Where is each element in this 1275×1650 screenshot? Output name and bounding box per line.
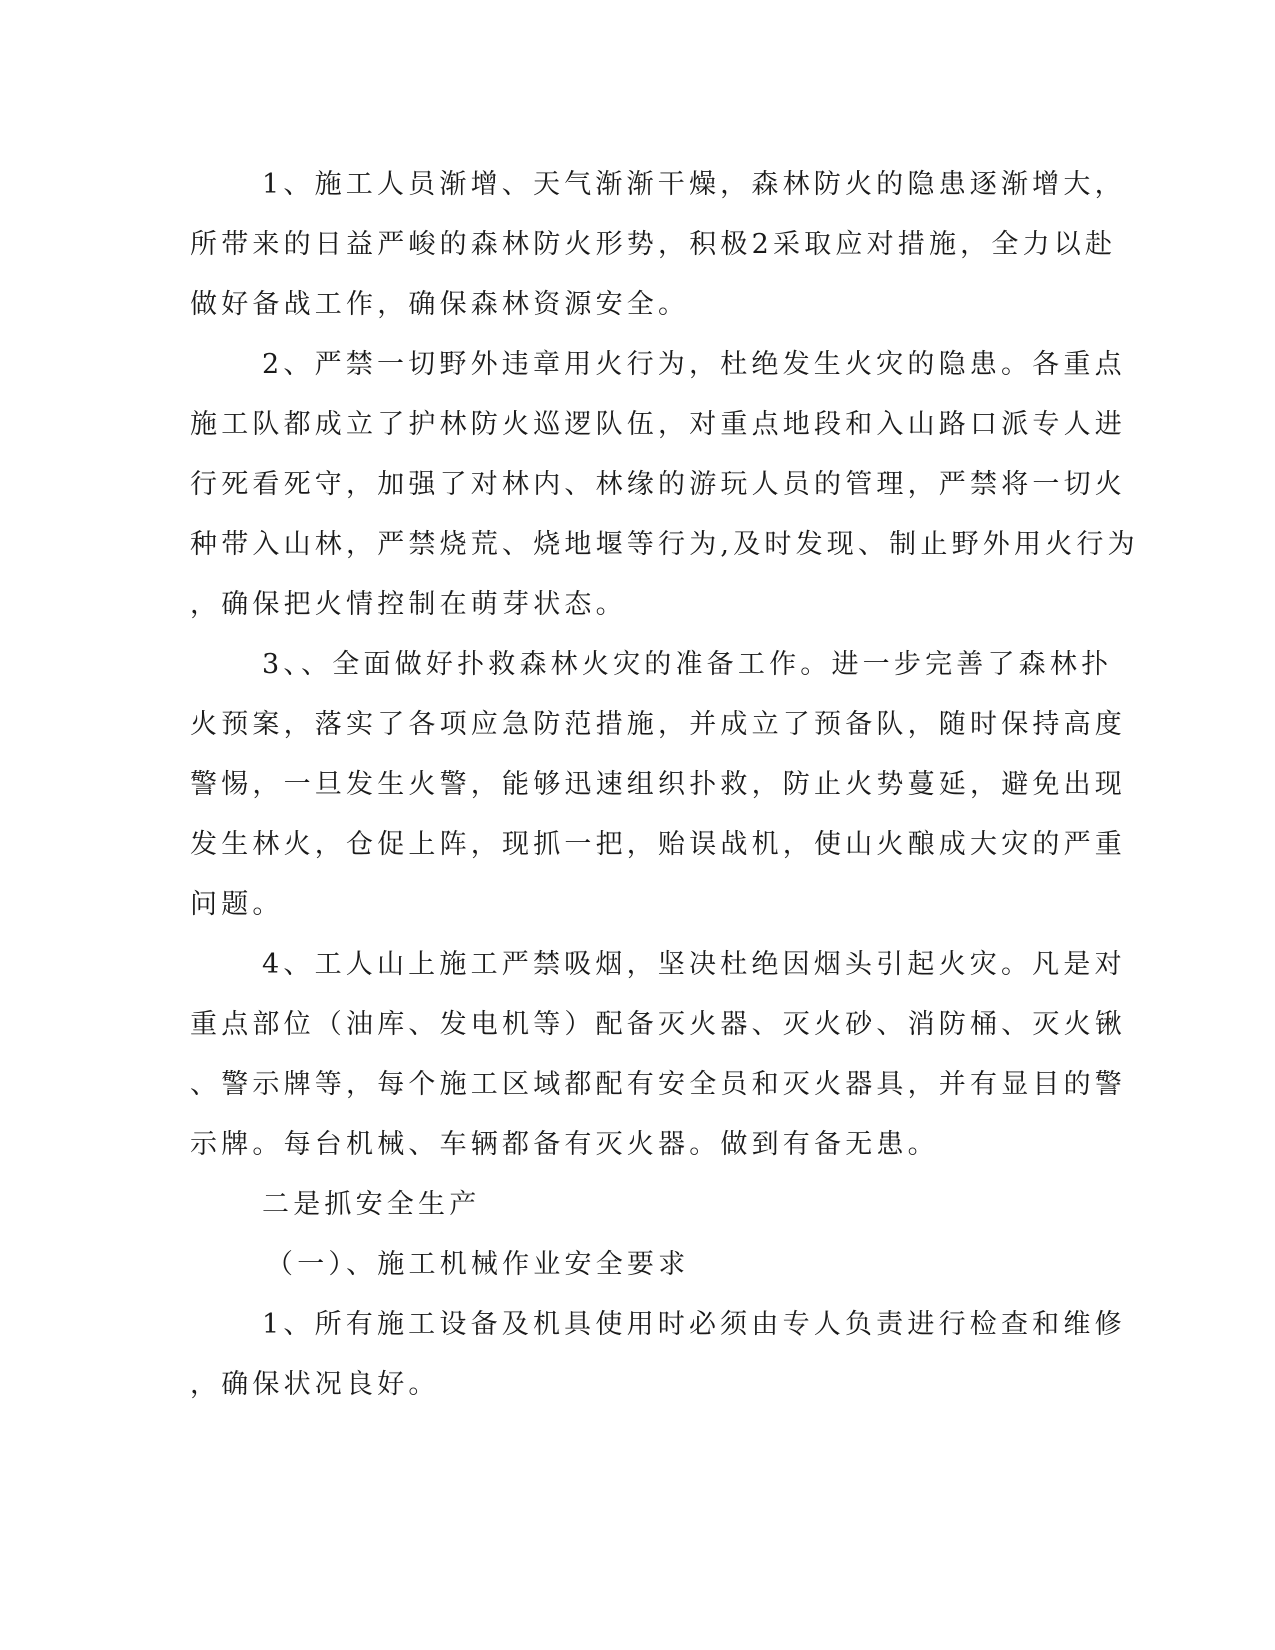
section-heading: 二是抓安全生产 xyxy=(262,1189,481,1220)
text-line: 4、工人山上施工严禁吸烟，坚决杜绝因烟头引起火灾。凡是对 xyxy=(262,949,1126,980)
paragraph-fire-2 xyxy=(190,335,1139,635)
paragraph-machinery-1 xyxy=(190,1295,1126,1415)
text-line: 警惕，一旦发生火警，能够迅速组织扑救，防止火势蔓延，避免出现 xyxy=(190,769,1126,800)
text-line: 火预案，落实了各项应急防范措施，并成立了预备队，随时保持高度 xyxy=(190,709,1126,740)
text-line: 发生林火，仓促上阵，现抓一把，贻误战机，使山火酿成大灾的严重 xyxy=(190,829,1126,860)
text-line: 做好备战工作，确保森林资源安全。 xyxy=(190,289,690,320)
text-line: 种带入山林，严禁烧荒、烧地堰等行为,及时发现、制止野外用火行为 xyxy=(190,529,1139,560)
text-line: 、警示牌等，每个施工区域都配有安全员和灭火器具，并有显目的警 xyxy=(190,1069,1126,1100)
text-line: 示牌。每台机械、车辆都备有灭火器。做到有备无患。 xyxy=(190,1129,939,1160)
text-line: 3、、全面做好扑救森林火灾的准备工作。进一步完善了森林扑 xyxy=(262,649,1113,680)
paragraph-fire-1 xyxy=(190,155,1126,335)
text-line: 1、施工人员渐增、天气渐渐干燥，森林防火的隐患逐渐增大， xyxy=(262,169,1126,200)
paragraph-fire-3 xyxy=(190,635,1126,935)
text-line: 问题。 xyxy=(190,889,284,920)
subsection-heading: （一）、施工机械作业安全要求 xyxy=(266,1249,690,1280)
text-line: 1、所有施工设备及机具使用时必须由专人负责进行检查和维修 xyxy=(262,1309,1126,1340)
text-line: 行死看死守，加强了对林内、林缘的游玩人员的管理，严禁将一切火 xyxy=(190,469,1126,500)
paragraph-fire-4 xyxy=(190,935,1126,1175)
text-line: 重点部位（油库、发电机等）配备灭火器、灭火砂、消防桶、灭火锹 xyxy=(190,1009,1126,1040)
text-line: 2、严禁一切野外违章用火行为，杜绝发生火灾的隐患。各重点 xyxy=(262,349,1126,380)
text-line: ，确保状况良好。 xyxy=(190,1369,440,1400)
text-line: ，确保把火情控制在萌芽状态。 xyxy=(190,589,627,620)
text-line: 所带来的日益严峻的森林防火形势，积极2采取应对措施，全力以赴 xyxy=(190,229,1117,260)
text-line: 施工队都成立了护林防火巡逻队伍，对重点地段和入山路口派专人进 xyxy=(190,409,1126,440)
document-body xyxy=(190,155,1139,1415)
